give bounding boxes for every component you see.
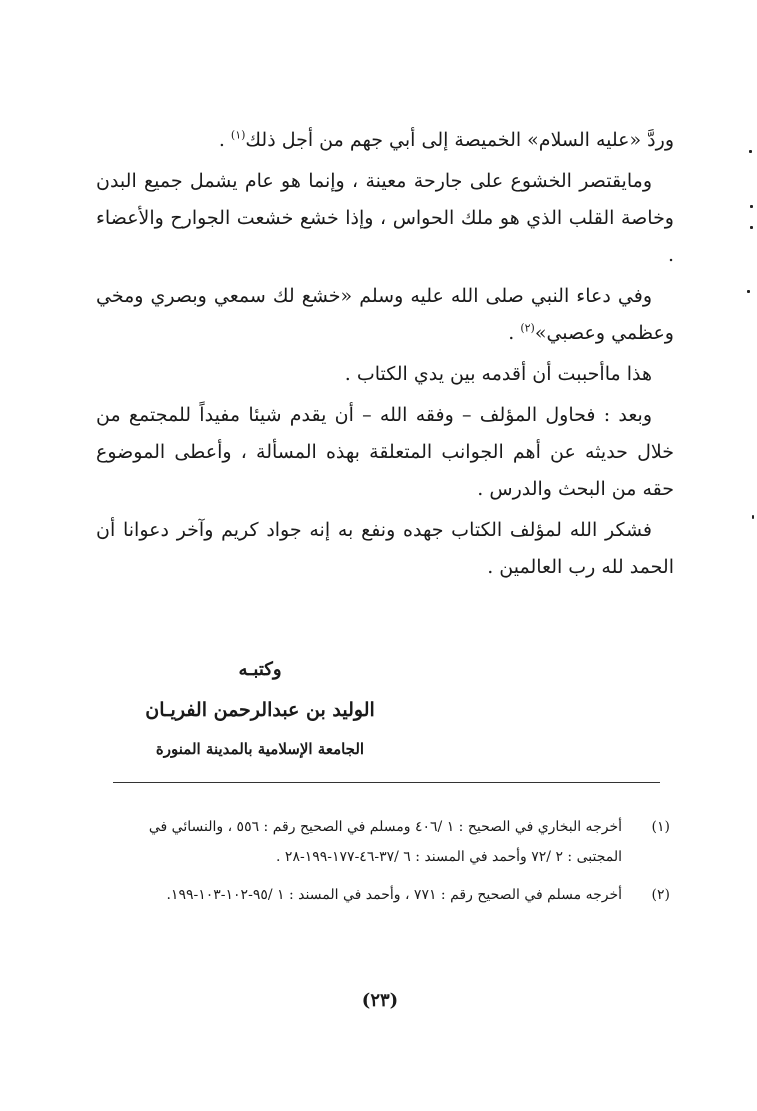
signature-name: الوليد بن عبدالرحمن الفريـان (145, 699, 375, 721)
footnote-ref-1: (١) (230, 128, 246, 142)
paragraph-1-text: وردَّ «عليه السلام» الخميصة إلى أبي جهم من أجل ذلك (245, 129, 674, 151)
scan-speck (752, 515, 754, 519)
footnote-text: أخرجه البخاري في الصحيح : ١ /٤٠٦ ومسلم في الصحيح رقم : ٥٥٦ ، والنسائي في المجتبى : ٢ /٧٢ وأحمد في المسند : ٦ /٣٧-٤٦-١٧٧-١٩٩-٢٨ . (148, 819, 622, 865)
footnote-2 (100, 880, 670, 910)
footnote-divider (113, 782, 660, 783)
footnote-ref-2: (٢) (520, 321, 535, 335)
paragraph-3-end: . (508, 322, 521, 344)
signature-wrote: وكتبـه (238, 659, 282, 680)
footnote-number: (٢) (651, 887, 670, 903)
paragraph-5: وبعد : فحاول المؤلف – وفقه الله – أن يقدم شيئا مفيداً للمجتمع من خلال حديثه عن أهم الجوانب المتعلقة بهذه المسألة ، وأعطى الموضوع حقه من البحث والدرس . (96, 404, 674, 500)
paragraph-1 (96, 122, 674, 159)
paragraph-3 (96, 278, 674, 352)
scan-speck (747, 290, 750, 293)
footnote-1 (100, 812, 670, 872)
paragraph-6: فشكر الله لمؤلف الكتاب جهده ونفع به إنه جواد كريم وآخر دعوانا أن الحمد لله رب العالمين . (96, 519, 674, 578)
scan-speck (750, 226, 753, 229)
paragraph-3-text: وفي دعاء النبي صلى الله عليه وسلم «خشع لك سمعي وبصري ومخي وعظمي وعصبي» (96, 285, 674, 344)
paragraph-1-end: . (218, 129, 231, 151)
paragraph-4: هذا ماأحببت أن أقدمه بين يدي الكتاب . (344, 363, 652, 385)
scan-speck (750, 205, 753, 208)
footnotes (100, 812, 670, 918)
scan-speck (749, 150, 752, 153)
signature-institution: الجامعة الإسلامية بالمدينة المنورة (155, 740, 365, 758)
body-text (96, 122, 674, 590)
page-number: (٢٣) (361, 990, 399, 1011)
footnote-text: أخرجه مسلم في الصحيح رقم : ٧٧١ ، وأحمد في المسند : ١ /٩٥-١٠٢-١٠٣-١٩٩. (166, 887, 622, 903)
footnote-number: (١) (651, 819, 670, 835)
signature-block (120, 650, 400, 768)
paragraph-2: ومايقتصر الخشوع على جارحة معينة ، وإنما هو عام يشمل جميع البدن وخاصة القلب الذي هو ملك الحواس ، وإذا خشع خشعت الجوارح والأعضاء . (96, 170, 674, 266)
